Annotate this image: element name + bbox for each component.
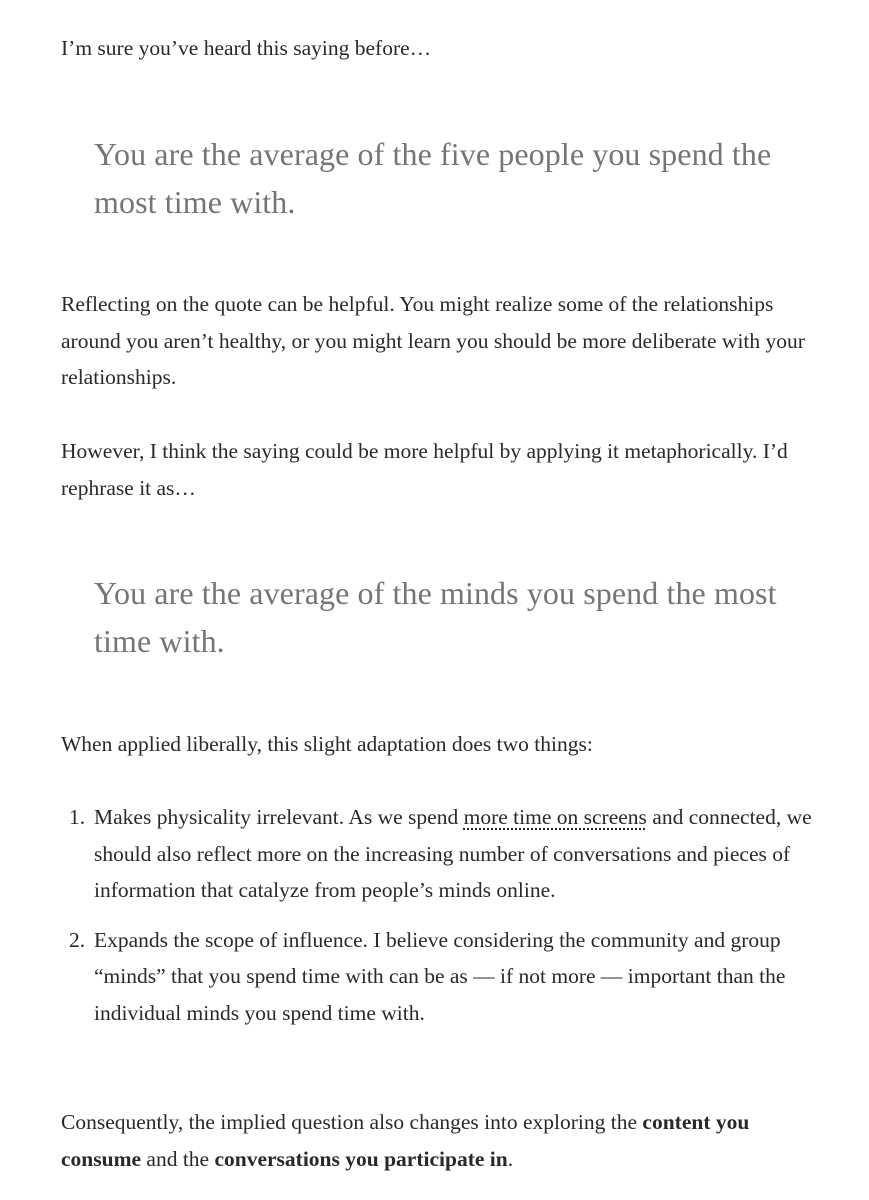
more-time-on-screens-link[interactable]: more time on screens: [463, 805, 647, 829]
list-item-text: [94, 805, 812, 902]
intro-paragraph: I’m sure you’ve heard this saying before…: [61, 36, 432, 60]
content-you-consume-bold: content you consume: [61, 1110, 750, 1171]
conclusion-middle: and the: [141, 1146, 215, 1171]
list-item-text: Expands the scope of influence. I believe considering the community and group “minds” that you spend time with can be as — if not more — important than the individual minds you spend time with.: [94, 927, 786, 1025]
reflect-paragraph: Reflecting on the quote can be helpful. You might realize some of the relationships around you aren’t healthy, or you might learn you should be more deliberate with your relationships.: [61, 292, 805, 389]
conclusion-paragraph: [61, 1104, 821, 1177]
list-item-physicality: [61, 799, 821, 909]
list-item-text-end: and connected, we should also reflect more on the increasing number of conversations and pieces of information that catalyze from people’s minds online.: [94, 805, 812, 902]
applied-paragraph: When applied liberally, this slight adaptation does two things:: [61, 732, 593, 756]
list-number: 1.: [69, 805, 86, 829]
conclusion-lead: Consequently, the implied question also changes into exploring the: [61, 1110, 643, 1134]
however-paragraph: However, I think the saying could be more helpful by applying it metaphorically. I’d rephrase it as…: [61, 439, 788, 500]
list-item-scope: [61, 922, 821, 1032]
list-number: 2.: [69, 927, 86, 952]
conclusion-end: .: [507, 1146, 514, 1171]
pull-quote-five-people: You are the average of the five people you spend the most time with.: [94, 136, 772, 220]
conversations-bold: conversations you participate in: [214, 1146, 508, 1171]
list-item-text-start: Makes physicality irrelevant. As we spend: [94, 805, 464, 829]
numbered-list: [61, 799, 821, 1031]
pull-quote-minds: You are the average of the minds you spend the most time with.: [94, 575, 777, 659]
